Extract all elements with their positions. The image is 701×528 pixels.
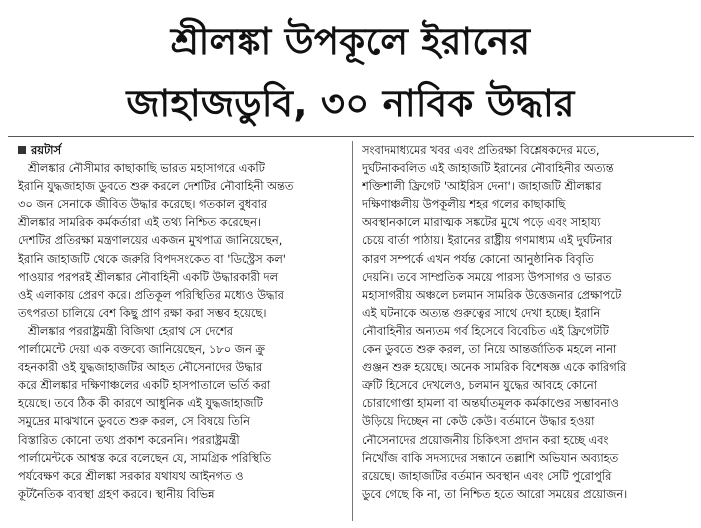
left-line: সমুদ্রের মাঝখানে ডুবতে শুরু করল, সে বিষয়ে তিনি	[18, 414, 250, 429]
left-line: করে শ্রীলঙ্কার দক্ষিণাঞ্চলের একটি হাসপাতালে ভর্তি করা	[18, 378, 271, 393]
right-line: গুঞ্জন শুরু হয়েছে। অনেক সামরিক বিশেষজ্ঞ একে কারিগরি	[362, 360, 627, 375]
right-line: মহাসাগরীয় অঞ্চলে চলমান সামরিক উত্তেজনার প্রেক্ষাপটে	[362, 287, 622, 302]
left-line: পার্লামেন্টকে আশ্বস্ত করে বলেছেন যে, সামগ্রিক পরিস্থিতি	[18, 450, 272, 465]
right-line: নৌবাহিনীর অন্যতম গর্ব হিসেবে বিবেচিত এই ফ্রিগেটটি	[362, 323, 609, 338]
left-line: শ্রীলঙ্কার নৌসীমার কাছাকাছি ভারত মহাসাগরে একটি	[28, 161, 265, 176]
right-line: নৌসেনাদের প্রয়োজনীয় চিকিৎসা প্রদান করা হচ্ছে এবং	[362, 432, 609, 447]
left-line: তৎপরতা চালিয়ে বেশ কিছু প্রাণ রক্ষা করা সম্ভব হয়েছে।	[18, 305, 267, 320]
left-line: শ্রীলঙ্কার সামরিক কর্মকর্তারা এই তথ্য নিশ্চিত করেছেন।	[18, 215, 261, 230]
left-line: দেশটির প্রতিরক্ষা মন্ত্রণালয়ের একজন মুখপাত্র জানিয়েছেন,	[18, 233, 283, 248]
right-line: শক্তিশালী ফ্রিগেট 'আইরিস দেনা'। জাহাজটি শ্রীলঙ্কার	[362, 179, 602, 194]
right-line: চোরাগোপ্তা হামলা বা অন্তর্ঘাতমূলক কর্মকাণ্ডের সম্ভাবনাও	[362, 396, 619, 411]
byline-bullet-icon	[18, 146, 26, 154]
right-line: কারণ সম্পর্কে এখন পর্যন্ত কোনো আনুষ্ঠানিক বিবৃতি	[362, 251, 594, 266]
headline-line-2: জাহাজডুবি, ৩০ নাবিক উদ্ধার	[126, 82, 575, 125]
right-line: অবস্থানকালে মারাত্মক সঙ্কটের মুখে পড়ে এবং সাহায্য	[362, 215, 601, 230]
left-line: ইরানি যুদ্ধজাহাজ ডুবতে শুরু করলে দেশটির নৌবাহিনী অন্তত	[18, 179, 294, 194]
left-line: হয়েছে। তবে ঠিক কী কারণে আধুনিক এই যুদ্ধজাহাজটি	[18, 396, 263, 411]
right-line: উড়িয়ে দিচ্ছেন না কেউ কেউ। বর্তমানে উদ্ধার হওয়া	[362, 414, 595, 429]
headline-line-1: শ্রীলঙ্কা উপকূলে ইরানের	[170, 20, 531, 63]
left-line: ইরানি জাহাজটি থেকে জরুরি বিপদসংকেত বা 'ডিস্ট্রেস কল'	[18, 251, 286, 266]
right-line: ডুবে গেছে কি না, তা নিশ্চিত হতে আরো সময়ের প্রয়োজন।	[362, 486, 628, 501]
right-line: ত্রুটি হিসেবে দেখলেও, চলমান যুদ্ধের আবহে কোনো	[362, 378, 597, 393]
left-line: বহনকারী ওই যুদ্ধজাহাজটির আহত নৌসেনাদের উদ্ধার	[18, 360, 263, 375]
article-column-left	[18, 141, 344, 503]
byline-text: রয়টার্স	[31, 143, 62, 157]
right-line: দেয়নি। তবে সাম্প্রতিক সময়ে পারস্য উপসাগর ও ভারত	[362, 269, 612, 284]
left-line: ওই এলাকায় প্রেরণ করে। প্রতিকূল পরিস্থিতির মধ্যেও উদ্ধার	[18, 287, 284, 302]
headline-divider	[8, 136, 694, 137]
left-line: শ্রীলঙ্কার পররাষ্ট্রমন্ত্রী বিজিথা হেরাথ সে দেশের	[28, 323, 234, 338]
right-line: এই ঘটনাকে অত্যন্ত গুরুত্বের সাথে দেখা হচ্ছে। ইরানি	[362, 305, 601, 320]
left-line: পর্যবেক্ষণ করে শ্রীলঙ্কা সরকার যথাযথ আইনগত ও	[18, 468, 244, 483]
column-divider	[352, 141, 353, 521]
right-line: দক্ষিণাঞ্চলীয় উপকূলীয় শহর গলের কাছাকাছি	[362, 197, 566, 212]
right-line: সংবাদমাধ্যমের খবর এবং প্রতিরক্ষা বিশ্লেষকদের মতে,	[362, 143, 600, 157]
left-line: ৩০ জন সেনাকে জীবিত উদ্ধার করেছে। গতকাল বুধবার	[18, 197, 268, 212]
left-line: পাওয়ার পরপরই শ্রীলঙ্কার নৌবাহিনী একটি উদ্ধারকারী দল	[18, 269, 279, 284]
left-line: কূটনৈতিক ব্যবস্থা গ্রহণ করবে। স্থানীয় বিভিন্ন	[18, 486, 215, 501]
right-line: দুর্ঘটনাকবলিত এই জাহাজটি ইরানের নৌবাহিনীর অত্যন্ত	[362, 161, 614, 176]
right-line: নিখোঁজ বাকি সদস্যদের সন্ধানে তল্লাশি অভিযান অব্যাহত	[362, 450, 619, 465]
byline	[18, 141, 344, 159]
right-line: চেয়ে বার্তা পাঠায়। ইরানের রাষ্ট্রীয় গণমাধ্যম এই দুর্ঘটনার	[362, 233, 613, 248]
article-column-right	[362, 141, 690, 503]
left-line: পার্লামেন্টে দেয়া এক বক্তব্যে জানিয়েছেন, ১৮০ জন ক্রু	[18, 342, 265, 357]
left-line: বিস্তারিত কোনো তথ্য প্রকাশ করেননি। পররাষ্ট্রমন্ত্রী	[18, 432, 240, 447]
right-line: কেন ডুবতে শুরু করল, তা নিয়ে আন্তর্জাতিক মহলে নানা	[362, 342, 617, 357]
right-line: রয়েছে। জাহাজটির বর্তমান অবস্থান এবং সেটি পুরোপুরি	[362, 468, 612, 483]
